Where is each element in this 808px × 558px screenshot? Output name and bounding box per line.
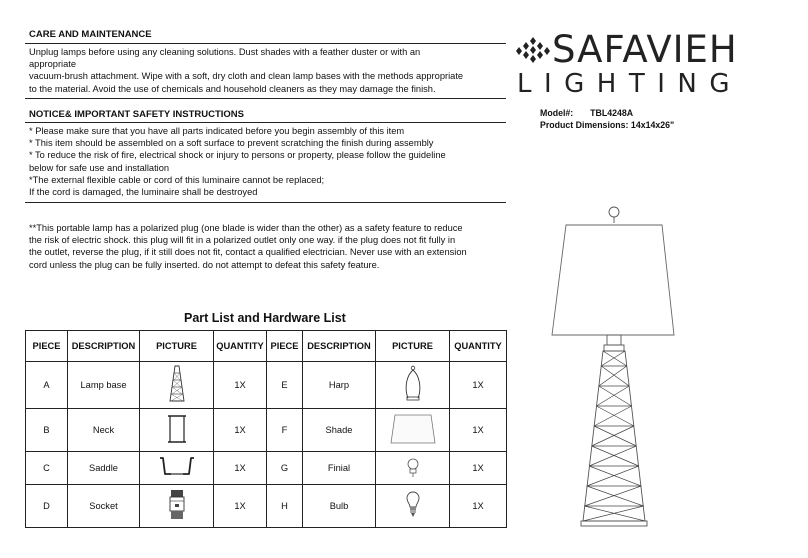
piece-cell: C <box>26 451 68 484</box>
description-cell: Harp <box>303 362 376 409</box>
care-text <box>29 46 507 95</box>
description-cell: Finial <box>303 451 376 484</box>
description-cell: Saddle <box>68 451 140 484</box>
piece-cell: A <box>26 362 68 409</box>
care-line: Unplug lamps before using any cleaning solutions. Dust shades with a feather duster or with an <box>29 47 421 57</box>
picture-cell <box>140 362 214 409</box>
quantity-cell: 1X <box>450 409 507 452</box>
care-line: vacuum-brush attachment. Wipe with a soft, dry cloth and clean lamp bases with the methods appropriate <box>29 71 464 82</box>
quantity-cell: 1X <box>214 451 267 484</box>
picture-cell <box>140 451 214 484</box>
shade-icon <box>388 412 438 446</box>
header-description: DESCRIPTION <box>303 331 376 362</box>
piece-cell: H <box>267 485 303 528</box>
safety-line: *The external flexible cable or cord of this luminaire cannot be replaced; <box>29 174 325 185</box>
brand-logo-mark <box>516 37 550 65</box>
header-quantity: QUANTITY <box>214 331 267 362</box>
header-piece: PIECE <box>267 331 303 362</box>
table-row <box>26 362 507 409</box>
quantity-cell: 1X <box>450 451 507 484</box>
description-cell: Bulb <box>303 485 376 528</box>
harp-icon <box>402 365 424 403</box>
quantity-cell: 1X <box>214 409 267 452</box>
piece-cell: B <box>26 409 68 452</box>
quantity-cell: 1X <box>214 362 267 409</box>
model-label: Model#: <box>540 108 574 118</box>
bulb-icon <box>404 489 422 521</box>
brand-subtitle: LIGHTING <box>517 69 742 99</box>
dimensions-label: Product Dimensions: <box>540 120 629 130</box>
table-row <box>26 485 507 528</box>
care-title: CARE AND MAINTENANCE <box>29 29 152 40</box>
finial-icon <box>404 456 422 478</box>
lamp-base-icon <box>167 365 187 403</box>
table-row <box>26 451 507 484</box>
plug-line: the risk of electric shock. this plug will fit in a polarized outlet only one way. if the plug does not fit fully in <box>29 235 456 246</box>
parts-title: Part List and Hardware List <box>184 311 346 325</box>
safety-line: * Please make sure that you have all parts indicated before you begin assembly of this item <box>29 126 405 136</box>
description-cell: Socket <box>68 485 140 528</box>
care-bottom-rule <box>25 98 506 99</box>
quantity-cell: 1X <box>450 485 507 528</box>
dimensions-line <box>540 120 674 130</box>
picture-cell <box>376 451 450 484</box>
header-description: DESCRIPTION <box>68 331 140 362</box>
safety-rule <box>25 122 506 123</box>
safety-line: * This item should be assembled on a soft surface to prevent scratching the finish during assembly <box>29 138 434 149</box>
piece-cell: D <box>26 485 68 528</box>
picture-cell <box>140 485 214 528</box>
plug-line: **This portable lamp has a polarized plug (one blade is wider than the other) as a safety feature to reduce <box>29 223 463 233</box>
picture-cell <box>376 409 450 452</box>
care-rule <box>25 43 506 44</box>
socket-icon <box>167 488 187 522</box>
safety-line: below for safe use and installation <box>29 162 170 173</box>
quantity-cell: 1X <box>214 485 267 528</box>
description-cell: Lamp base <box>68 362 140 409</box>
saddle-icon <box>157 454 197 480</box>
header-picture: PICTURE <box>376 331 450 362</box>
plug-text <box>29 222 507 271</box>
care-line: to the material. Avoid the use of chemicals and household cleaners as they may damage the finish. <box>29 83 436 94</box>
picture-cell <box>140 409 214 452</box>
quantity-cell: 1X <box>450 362 507 409</box>
safety-line: * To reduce the risk of fire, electrical shock or injury to persons or property, please follow the guideline <box>29 150 446 161</box>
piece-cell: F <box>267 409 303 452</box>
safety-line: If the cord is damaged, the luminaire shall be destroyed <box>29 187 258 198</box>
piece-cell: E <box>267 362 303 409</box>
piece-cell: G <box>267 451 303 484</box>
care-line: appropriate <box>29 59 77 70</box>
brand-name: SAFAVIEH <box>552 28 738 71</box>
parts-table <box>25 330 507 528</box>
safety-bottom-rule <box>25 202 506 203</box>
parts-header-row <box>26 331 507 362</box>
neck-icon <box>164 413 190 445</box>
table-row <box>26 409 507 452</box>
safety-text <box>29 125 507 198</box>
model-line <box>540 108 633 118</box>
lamp-illustration <box>548 205 678 530</box>
header-piece: PIECE <box>26 331 68 362</box>
dimensions-value: 14x14x26" <box>630 120 675 130</box>
description-cell: Shade <box>303 409 376 452</box>
model-value: TBL4248A <box>590 108 634 118</box>
picture-cell <box>376 362 450 409</box>
picture-cell <box>376 485 450 528</box>
safety-title: NOTICE& IMPORTANT SAFETY INSTRUCTIONS <box>29 109 244 120</box>
plug-line: the outlet, reverse the plug, if it still does not fit, contact a qualified electrician. Never use with an extension <box>29 247 467 258</box>
header-picture: PICTURE <box>140 331 214 362</box>
header-quantity: QUANTITY <box>450 331 507 362</box>
plug-line: cord unless the plug can be fully inserted. do not attempt to defeat this safety feature. <box>29 259 380 270</box>
description-cell: Neck <box>68 409 140 452</box>
